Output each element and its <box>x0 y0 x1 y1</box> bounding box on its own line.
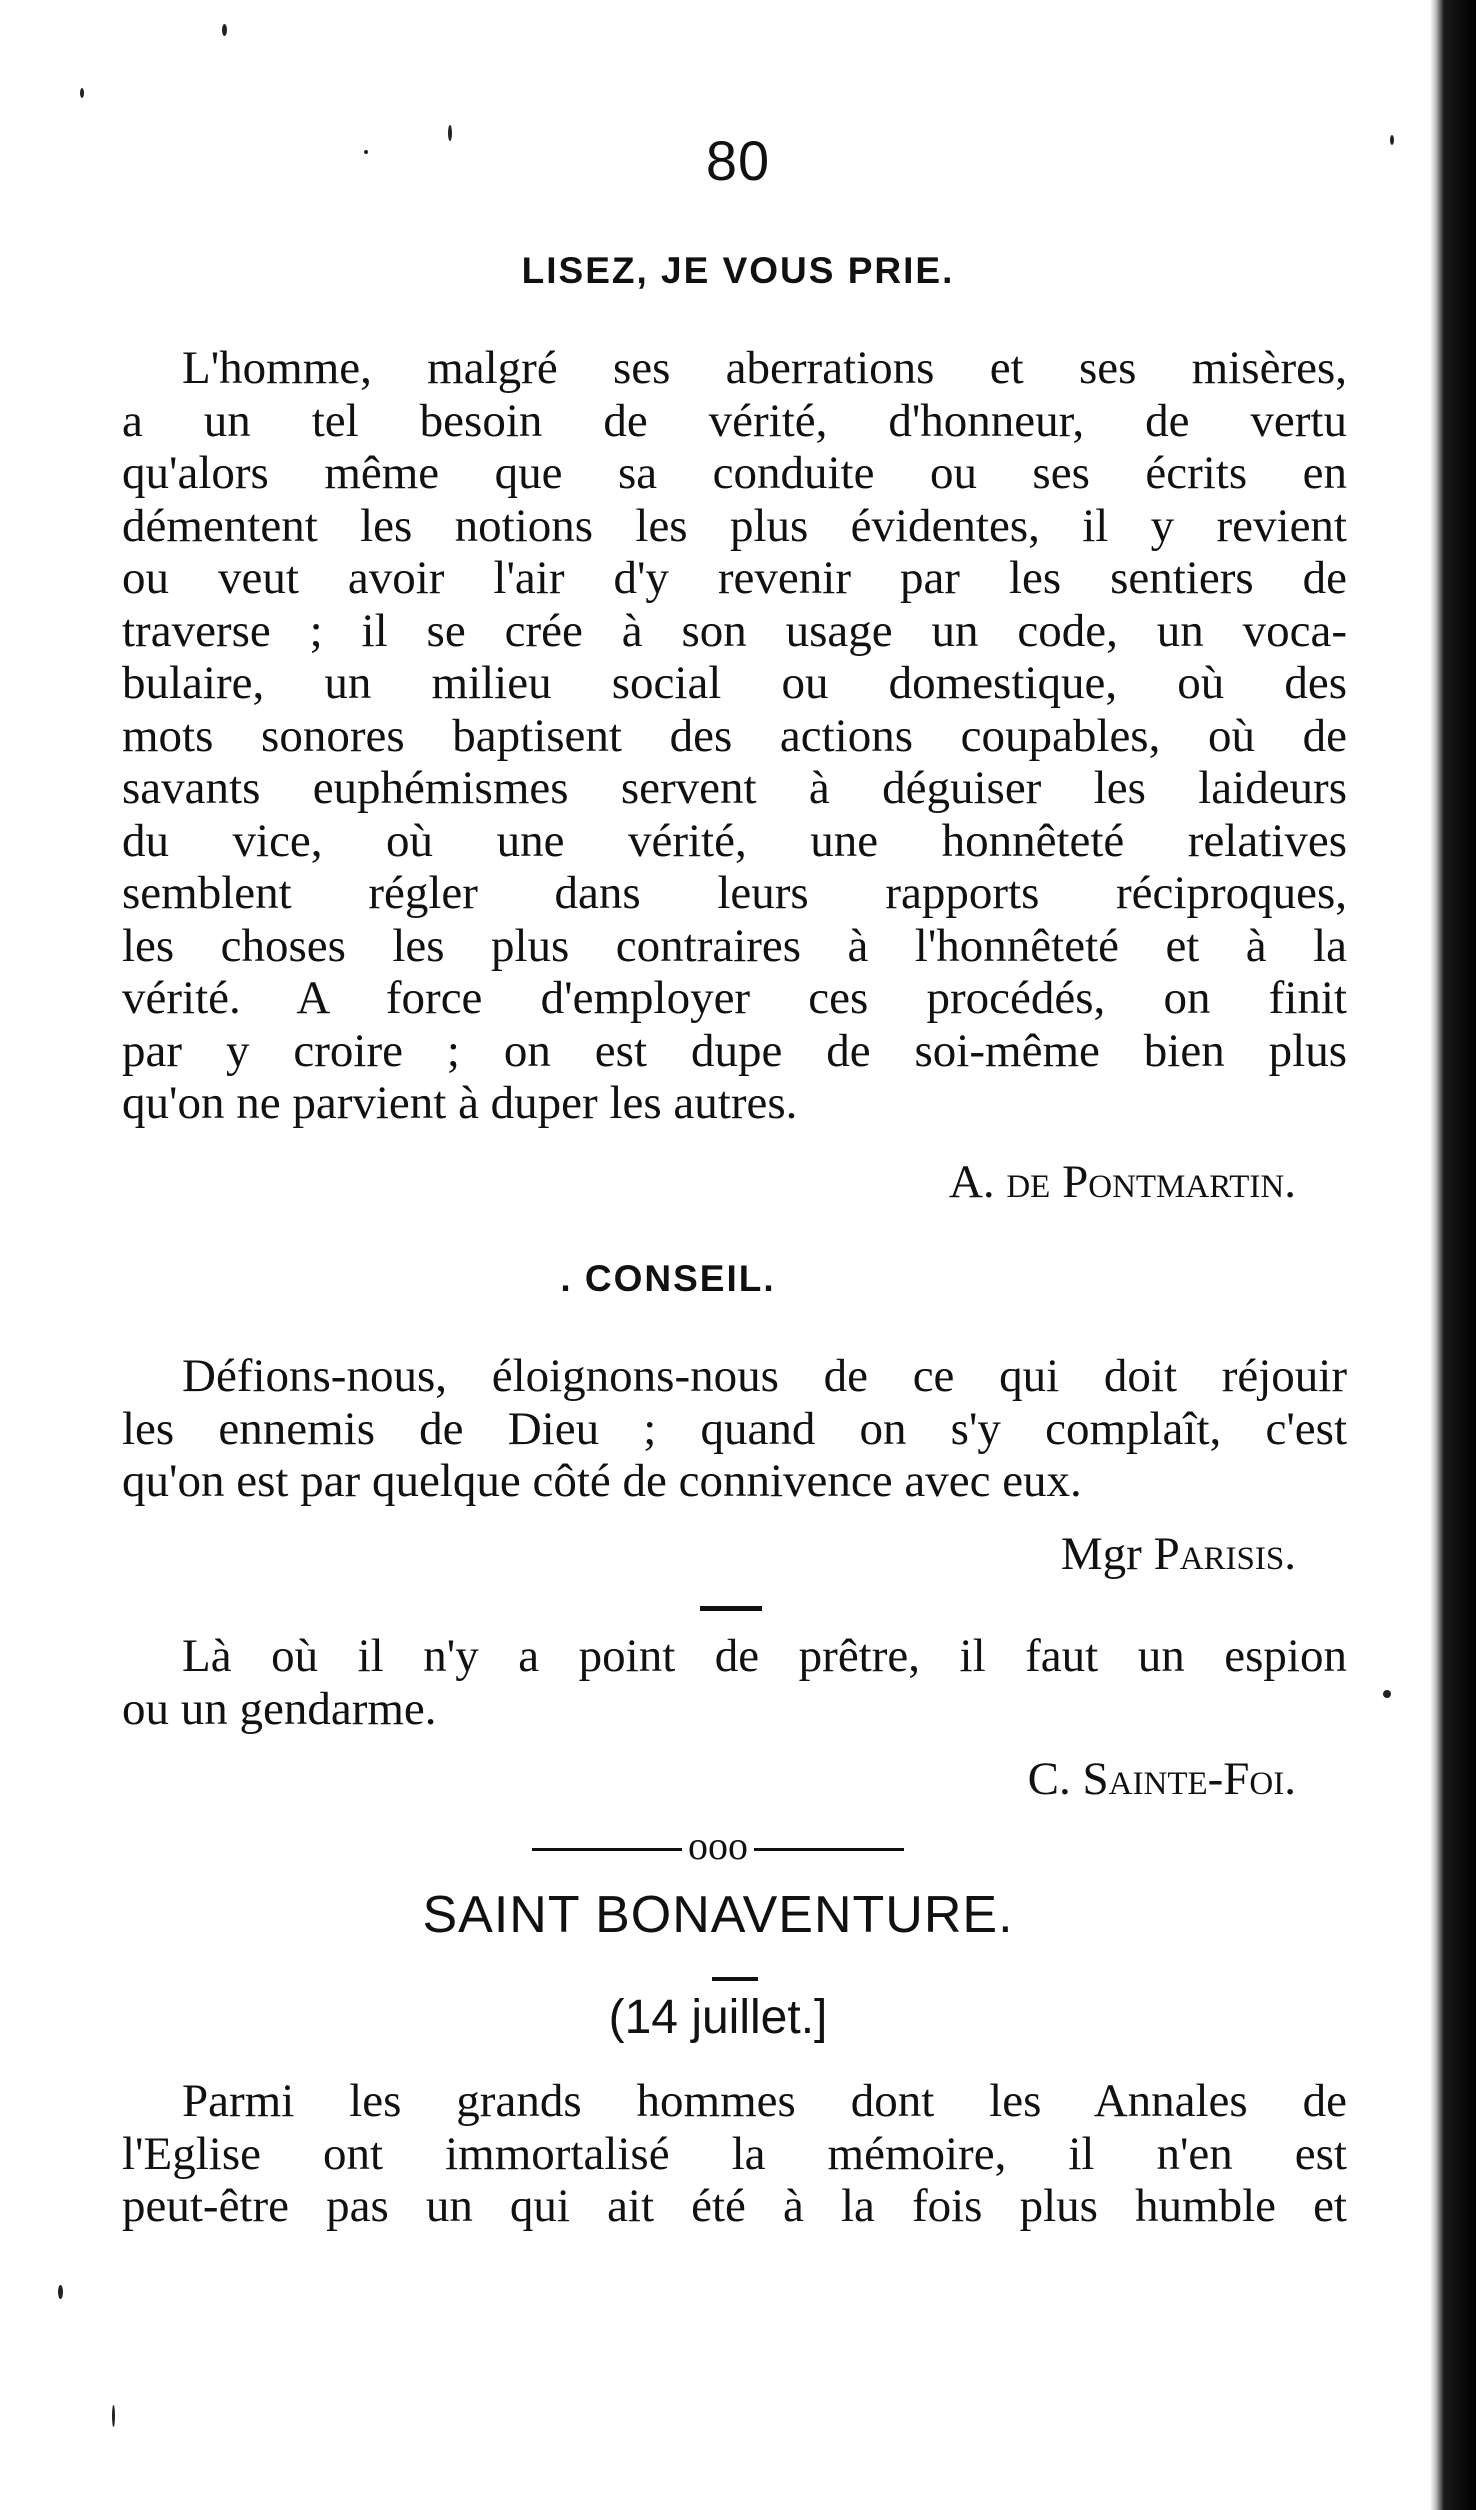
paragraph-line: peut-être pas un qui ait été à la fois plus humble et <box>122 2180 1347 2232</box>
signature-initial: C. <box>1027 1753 1083 1805</box>
paragraph-sainte-foi <box>122 1630 1347 1735</box>
ornament-dash <box>532 1848 682 1851</box>
signature-name: Parisis. <box>1153 1528 1296 1580</box>
feast-date: (14 juillet.] <box>608 1991 828 2044</box>
paragraph-line: du vice, où une vérité, une honnêteté relatives <box>122 814 1347 867</box>
paragraph-line: L'homme, malgré ses aberrations et ses misères, <box>182 342 1347 394</box>
ornament-dash <box>754 1848 904 1851</box>
separator-rule <box>712 1977 758 1981</box>
paragraph-line: ou un gendarme. <box>122 1682 437 1735</box>
section-title-conseil: . CONSEIL. <box>560 1258 776 1299</box>
paragraph-line: Parmi les grands hommes dont les Annales de <box>182 2075 1347 2127</box>
signature-name: Sainte-Foi. <box>1082 1753 1296 1805</box>
signature-sainte-foi <box>1028 1752 1296 1806</box>
paragraph-line: Là où il n'y a point de prêtre, il faut un espion <box>182 1630 1347 1682</box>
paragraph-line: ou veut avoir l'air d'y revenir par les sentiers de <box>122 552 1347 604</box>
paragraph-line: qu'on ne parvient à duper les autres. <box>122 1077 798 1129</box>
ornament-text: ooo <box>688 1823 748 1868</box>
paragraph-saint-bonaventure <box>122 2075 1347 2233</box>
paragraph-line: vérité. A force d'employer ces procédés, on finit <box>122 972 1347 1024</box>
paragraph-line: par y croire ; on est dupe de soi-même bien plus <box>122 1024 1347 1077</box>
paragraph-conseil <box>122 1350 1347 1508</box>
signature-parisis <box>1061 1527 1296 1581</box>
signature-initial: A. de <box>948 1156 1063 1208</box>
paragraph-line: savants euphémismes servent à déguiser les laideurs <box>122 762 1347 814</box>
paragraph-line: bulaire, un milieu social ou domestique, où des <box>122 657 1347 709</box>
paragraph-line: a un tel besoin de vérité, d'honneur, de vertu <box>122 394 1347 447</box>
section-title-lisez: LISEZ, JE VOUS PRIE. <box>521 250 955 291</box>
page-binding-edge <box>1430 0 1476 2510</box>
ornament-divider <box>0 1822 1456 1869</box>
paragraph-line: traverse ; il se crée à son usage un code, un voca- <box>122 604 1347 657</box>
paragraph-line: les choses les plus contraires à l'honnêteté et à la <box>122 919 1347 972</box>
separator-rule <box>700 1606 762 1611</box>
signature-name: Pontmartin. <box>1062 1156 1296 1208</box>
paragraph-line: semblent régler dans leurs rapports réciproques, <box>122 867 1347 919</box>
page-number: 80 <box>705 129 771 192</box>
paragraph-line: les ennemis de Dieu ; quand on s'y complaît, c'est <box>122 1402 1347 1455</box>
signature-initial: Mgr <box>1060 1528 1154 1580</box>
paragraph-line: Défions-nous, éloignons-nous de ce qui doit réjouir <box>182 1350 1347 1402</box>
paragraph-line: l'Eglise ont immortalisé la mémoire, il n'en est <box>122 2127 1347 2180</box>
signature-pontmartin <box>949 1155 1296 1209</box>
paragraph-line: qu'on est par quelque côté de connivence avec eux. <box>122 1455 1082 1507</box>
paragraph-lisez <box>122 342 1347 1130</box>
section-title-saint-bonaventure: SAINT BONAVENTURE. <box>422 1886 1014 1944</box>
paragraph-line: mots sonores baptisent des actions coupables, où de <box>122 709 1347 762</box>
paragraph-line: démentent les notions les plus évidentes, il y revient <box>122 499 1347 552</box>
paragraph-line: qu'alors même que sa conduite ou ses écrits en <box>122 447 1347 499</box>
